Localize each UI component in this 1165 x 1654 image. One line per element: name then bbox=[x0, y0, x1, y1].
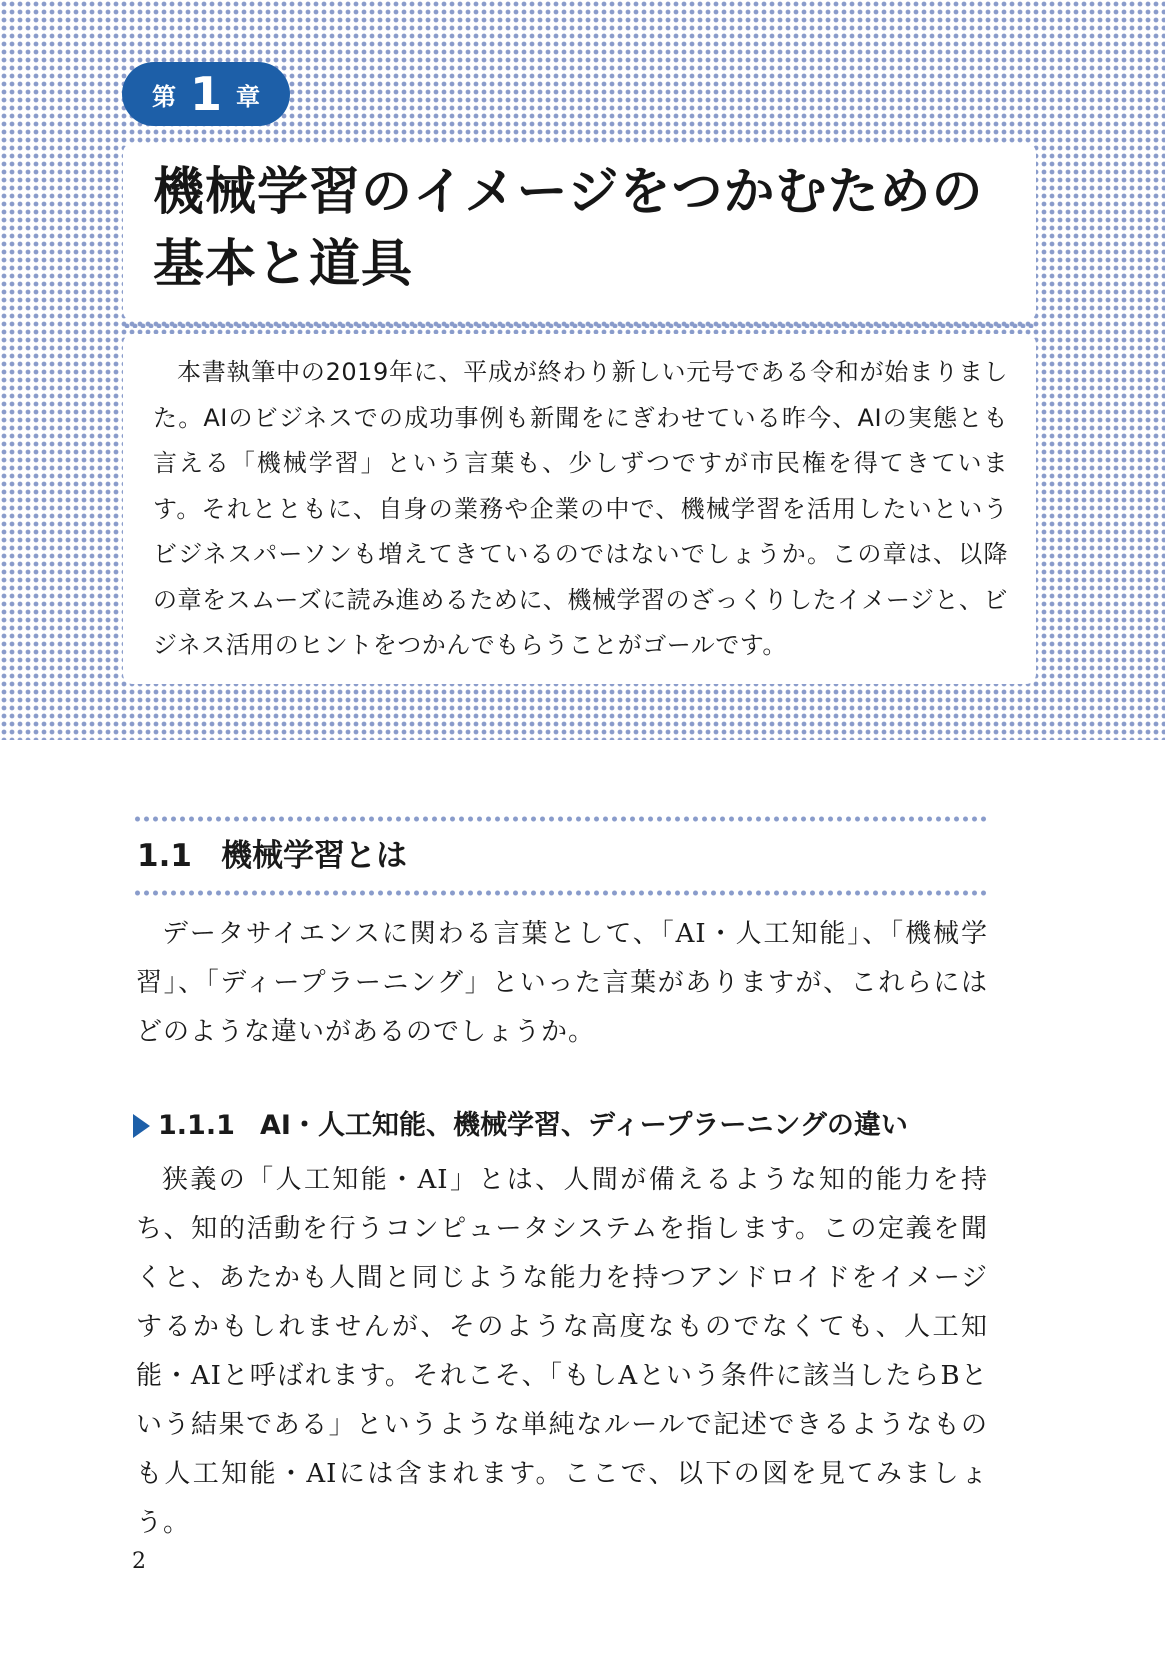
triangle-bullet-icon bbox=[133, 1114, 150, 1138]
section-number: 1.1 bbox=[137, 838, 192, 874]
chapter-number: 1 bbox=[189, 67, 222, 121]
chapter-intro-text: 本書執筆中の2019年に、平成が終わり新しい元号である令和が始まりました。AIのビジネスでの成功事例も新聞をにぎわせている昨今、AIの実態とも言える「機械学習」という言葉も、少しずつですが市民権を得てきています。それとともに、自身の業務や企業の中で、機械学習を活用したいというビジネスパーソンも増えてきているのではないでしょうか。この章は、以降の章をスムーズに読み進めるために、機械学習のざっくりしたイメージと、ビジネス活用のヒントをつかんでもらうことがゴールです。 bbox=[153, 358, 1008, 659]
chapter-label-suffix: 章 bbox=[236, 82, 260, 111]
subsection-title: AI・人工知能、機械学習、ディープラーニングの違い bbox=[260, 1110, 908, 1141]
title-intro-divider bbox=[123, 322, 1036, 328]
page-number: 2 bbox=[132, 1549, 146, 1574]
section-heading bbox=[137, 836, 407, 876]
subsection-number: 1.1.1 bbox=[158, 1110, 235, 1141]
subsection-paragraph: 狭義の「人工知能・AI」とは、人間が備えるような知的能力を持ち、知的活動を行うコンピュータシステムを指します。この定義を聞くと、あたかも人間と同じような能力を持つアンドロイドをイメージするかもしれませんが、そのような高度なものでなくても、人工知能・AIと呼ばれます。それこそ、「もしAという条件に該当したらBという結果である」というような単純なルールで記述できるようなものも人工知能・AIには含まれます。ここで、以下の図を見てみましょう。 bbox=[136, 1165, 988, 1538]
chapter-title-box bbox=[123, 143, 1036, 321]
chapter-label-prefix: 第 bbox=[151, 82, 176, 111]
chapter-badge bbox=[122, 62, 290, 126]
subsection-heading bbox=[133, 1106, 908, 1146]
section-paragraph: データサイエンスに関わる言葉として、「AI・人工知能」、「機械学習」、「ディープラーニング」といった言葉がありますが、これらにはどのような違いがあるのでしょうか。 bbox=[136, 919, 988, 1047]
chapter-intro-box bbox=[123, 334, 1036, 684]
section-top-divider bbox=[133, 816, 987, 822]
section-bottom-divider bbox=[133, 890, 987, 896]
chapter-title: 機械学習のイメージをつかむための基本と道具 bbox=[153, 163, 984, 294]
section-title: 機械学習とは bbox=[221, 838, 407, 874]
